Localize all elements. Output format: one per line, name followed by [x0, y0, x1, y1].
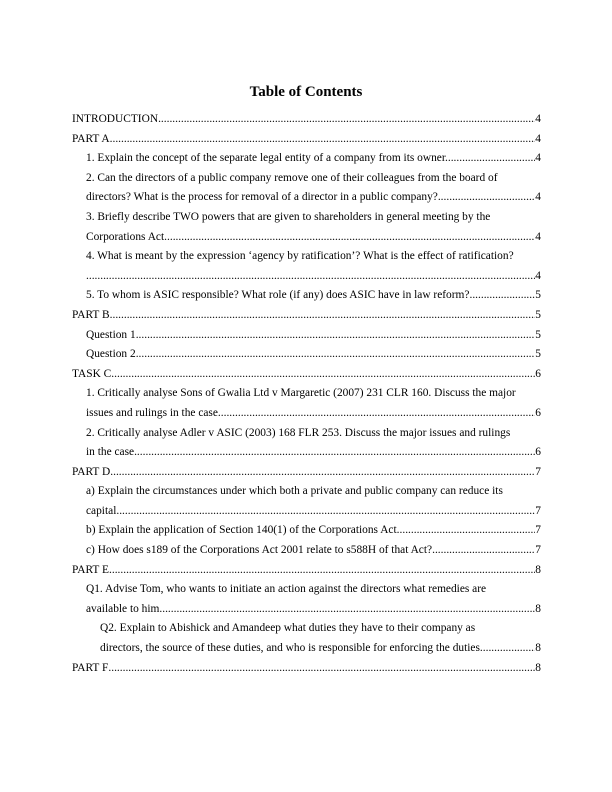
dot-leader — [111, 365, 535, 385]
toc-entry-part-f[interactable] — [72, 659, 541, 679]
toc-entry-label-line1: 3. Briefly describe TWO powers that are given to shareholders in general meeting by the — [86, 210, 491, 223]
toc-page-number: 8 — [535, 661, 541, 674]
dot-leader — [136, 345, 536, 365]
toc-entry-label-line2: directors? What is the process for removal of a director in a public company? — [86, 191, 438, 204]
toc-entry-label: 1. Explain the concept of the separate legal entity of a company from its owner. — [86, 152, 448, 165]
dot-leader — [400, 521, 536, 541]
toc-page-number: 7 — [535, 504, 541, 517]
toc-entry-e-q2[interactable] — [72, 619, 541, 658]
toc-entry-label: b) Explain the application of Section 140(1) of the Corporations Act. — [86, 524, 400, 537]
toc-page-number: 4 — [535, 230, 541, 243]
toc-entry-part-b[interactable] — [72, 306, 541, 326]
toc-entry-d-b[interactable] — [72, 521, 541, 541]
dot-leader — [110, 130, 536, 150]
toc-entry-label-line2: issues and rulings in the case. — [86, 406, 221, 419]
toc-entry-label: PART B — [72, 308, 110, 321]
toc-entry-label: Question 1 — [86, 328, 136, 341]
toc-page-number: 7 — [535, 465, 541, 478]
toc-page-number: 6 — [535, 406, 541, 419]
toc-entry-b1[interactable] — [72, 326, 541, 346]
toc-page-number: 7 — [535, 544, 541, 557]
toc-entry-label-line2: directors, the source of these duties, and who is responsible for enforcing the duties — [100, 642, 480, 655]
toc-entry-introduction[interactable] — [72, 110, 541, 130]
toc-entry-label-line2: in the case — [86, 446, 135, 459]
toc-page-number: 5 — [535, 328, 541, 341]
toc-entry-label: PART A — [72, 132, 110, 145]
toc-entry-d-c[interactable] — [72, 541, 541, 561]
toc-entry-d-a[interactable] — [72, 482, 541, 521]
toc-entry-label-line1: Q2. Explain to Abishick and Amandeep what duties they have to their company as — [100, 622, 476, 635]
toc-entry-part-a[interactable] — [72, 130, 541, 150]
toc-title: Table of Contents — [249, 84, 363, 100]
dot-leader — [134, 443, 535, 463]
toc-entry-label: c) How does s189 of the Corporations Act 2001 relate to s588H of that Act? — [86, 544, 433, 557]
toc-entry-a2[interactable] — [72, 169, 541, 208]
dot-leader — [469, 286, 535, 306]
toc-entry-label-line1: a) Explain the circumstances under which both a private and public company can reduce its — [86, 485, 503, 498]
dot-leader — [109, 561, 535, 581]
toc-page-number: 4 — [535, 152, 541, 165]
toc-entry-label-line2: available to him. — [86, 602, 163, 615]
dot-leader — [448, 149, 535, 169]
dot-leader — [480, 639, 535, 659]
dot-leader — [110, 463, 535, 483]
toc-entry-b2[interactable] — [72, 345, 541, 365]
toc-page-number: 8 — [535, 602, 541, 615]
toc-page-number: 4 — [535, 132, 541, 145]
toc-page-number: 4 — [535, 113, 541, 125]
dot-leader — [221, 404, 536, 424]
dot-leader — [86, 267, 535, 287]
toc-entry-label-line2: capital — [86, 504, 117, 517]
toc-entry-task-c[interactable] — [72, 365, 541, 385]
toc-entry-e-q1[interactable] — [72, 580, 541, 619]
dot-leader — [167, 228, 535, 248]
table-of-contents — [72, 110, 541, 678]
toc-entry-label-line1: 2. Can the directors of a public company remove one of their colleagues from the board of — [86, 171, 498, 184]
toc-page-number: 5 — [535, 348, 541, 361]
toc-entry-label-line1: 1. Critically analyse Sons of Gwalia Ltd v Margaretic (2007) 231 CLR 160. Discuss the major — [86, 387, 516, 400]
toc-page-number: 4 — [535, 191, 541, 204]
toc-entry-part-d[interactable] — [72, 463, 541, 483]
toc-entry-label: PART F — [72, 661, 109, 674]
dot-leader — [136, 326, 536, 346]
toc-entry-part-e[interactable] — [72, 561, 541, 581]
toc-entry-label-line2: Corporations Act. — [86, 230, 167, 243]
toc-entry-label: PART D — [72, 465, 111, 478]
toc-page-number: 8 — [535, 563, 541, 576]
toc-page-number: 6 — [535, 367, 541, 380]
toc-entry-label-line1: 2. Critically analyse Adler v ASIC (2003) 168 FLR 253. Discuss the major issues and rulings — [86, 426, 511, 439]
toc-page-number: 8 — [535, 642, 541, 655]
dot-leader — [438, 188, 535, 208]
toc-entry-label: INTRODUCTION — [72, 113, 159, 125]
dot-leader — [108, 659, 535, 679]
dot-leader — [116, 502, 535, 522]
dot-leader — [110, 306, 536, 326]
dot-leader — [162, 600, 535, 620]
toc-entry-label: 5. To whom is ASIC responsible? What role (if any) does ASIC have in law reform? — [86, 289, 470, 302]
toc-entry-a3[interactable] — [72, 208, 541, 247]
dot-leader — [432, 541, 535, 561]
toc-page-number: 7 — [535, 524, 541, 537]
toc-page-number: 5 — [535, 289, 541, 302]
toc-entry-a1[interactable] — [72, 149, 541, 169]
toc-entry-a4[interactable] — [72, 247, 541, 286]
toc-page-number: 5 — [535, 308, 541, 321]
toc-entry-label: Question 2 — [86, 348, 136, 361]
dot-leader — [158, 110, 535, 130]
toc-entry-a5[interactable] — [72, 286, 541, 306]
toc-page-number: 6 — [535, 446, 541, 459]
toc-entry-label: TASK C — [72, 367, 112, 380]
toc-page-number: 4 — [535, 269, 541, 282]
toc-entry-label: PART E — [72, 563, 109, 576]
toc-entry-label-line1: 4. What is meant by the expression ‘agency by ratification’? What is the effect of ratification? — [86, 250, 514, 263]
toc-entry-c1[interactable] — [72, 384, 541, 423]
toc-entry-label-line1: Q1. Advise Tom, who wants to initiate an action against the directors what remedies are — [86, 583, 487, 596]
toc-entry-c2[interactable] — [72, 424, 541, 463]
